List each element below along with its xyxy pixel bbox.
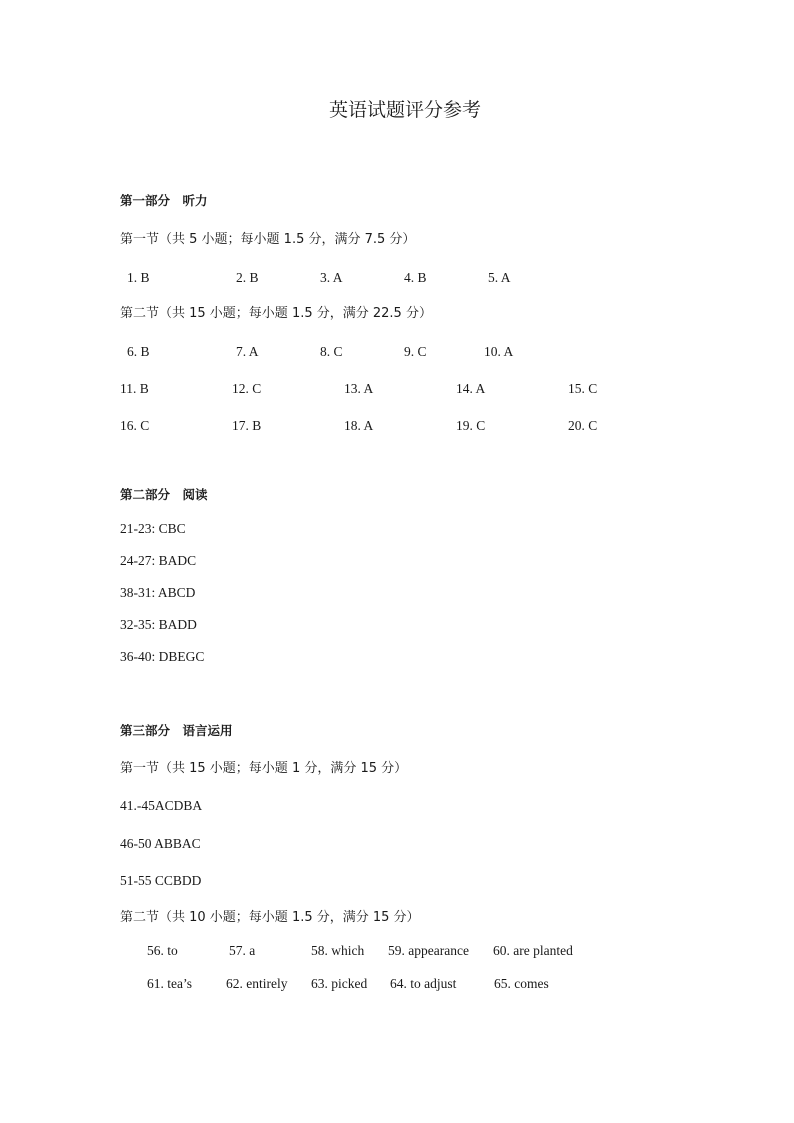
answer-item: 32-35: BADD bbox=[120, 617, 197, 632]
page-title: 英语试题评分参考 bbox=[328, 99, 481, 121]
answer-item: 4. B bbox=[404, 270, 427, 285]
answer-item: 61. tea’s bbox=[147, 976, 192, 991]
answer-item: 2. B bbox=[236, 270, 259, 285]
part3-section2-title: 第二节（共 10 小题；每小题 1.5 分，满分 15 分） bbox=[120, 910, 420, 925]
answer-item: 51-55 CCBDD bbox=[120, 873, 202, 888]
answer-item: 36-40: DBEGC bbox=[120, 649, 205, 664]
answer-item: 9. C bbox=[404, 344, 427, 359]
answer-item: 14. A bbox=[456, 381, 486, 396]
answer-item: 46-50 ABBAC bbox=[120, 836, 201, 851]
answer-item: 11. B bbox=[120, 381, 149, 396]
answer-item: 17. B bbox=[232, 418, 262, 433]
answer-item: 1. B bbox=[127, 270, 150, 285]
answer-item: 13. A bbox=[344, 381, 374, 396]
answer-item: 58. which bbox=[311, 943, 365, 958]
answer-item: 21-23: CBC bbox=[120, 521, 186, 536]
answer-item: 63. picked bbox=[311, 976, 368, 991]
answer-item: 19. C bbox=[456, 418, 486, 433]
answer-item: 10. A bbox=[484, 344, 514, 359]
answer-item: 41.-45ACDBA bbox=[120, 798, 203, 813]
part3-heading: 第三部分 语言运用 bbox=[120, 723, 233, 738]
answer-item: 5. A bbox=[488, 270, 511, 285]
part1-section1-title: 第一节（共 5 小题；每小题 1.5 分，满分 7.5 分） bbox=[120, 232, 416, 247]
part3-section1-title: 第一节（共 15 小题；每小题 1 分，满分 15 分） bbox=[120, 761, 408, 776]
answer-item: 7. A bbox=[236, 344, 259, 359]
answer-item: 57. a bbox=[229, 943, 256, 958]
answer-item: 24-27: BADC bbox=[120, 553, 197, 568]
answer-item: 59. appearance bbox=[388, 943, 469, 958]
answer-item: 20. C bbox=[568, 418, 598, 433]
part1-section2-title: 第二节（共 15 小题；每小题 1.5 分，满分 22.5 分） bbox=[120, 306, 432, 321]
part2-heading: 第二部分 阅读 bbox=[120, 487, 208, 502]
answer-item: 62. entirely bbox=[226, 976, 288, 991]
answer-item: 15. C bbox=[568, 381, 598, 396]
answer-item: 8. C bbox=[320, 344, 343, 359]
answer-item: 16. C bbox=[120, 418, 150, 433]
answer-item: 18. A bbox=[344, 418, 374, 433]
answer-item: 56. to bbox=[147, 943, 178, 958]
part1-heading: 第一部分 听力 bbox=[120, 193, 208, 208]
answer-item: 64. to adjust bbox=[390, 976, 457, 991]
answer-item: 60. are planted bbox=[493, 943, 573, 958]
answer-item: 12. C bbox=[232, 381, 262, 396]
answer-item: 65. comes bbox=[494, 976, 549, 991]
answer-item: 6. B bbox=[127, 344, 150, 359]
answer-item: 38-31: ABCD bbox=[120, 585, 196, 600]
answer-item: 3. A bbox=[320, 270, 343, 285]
